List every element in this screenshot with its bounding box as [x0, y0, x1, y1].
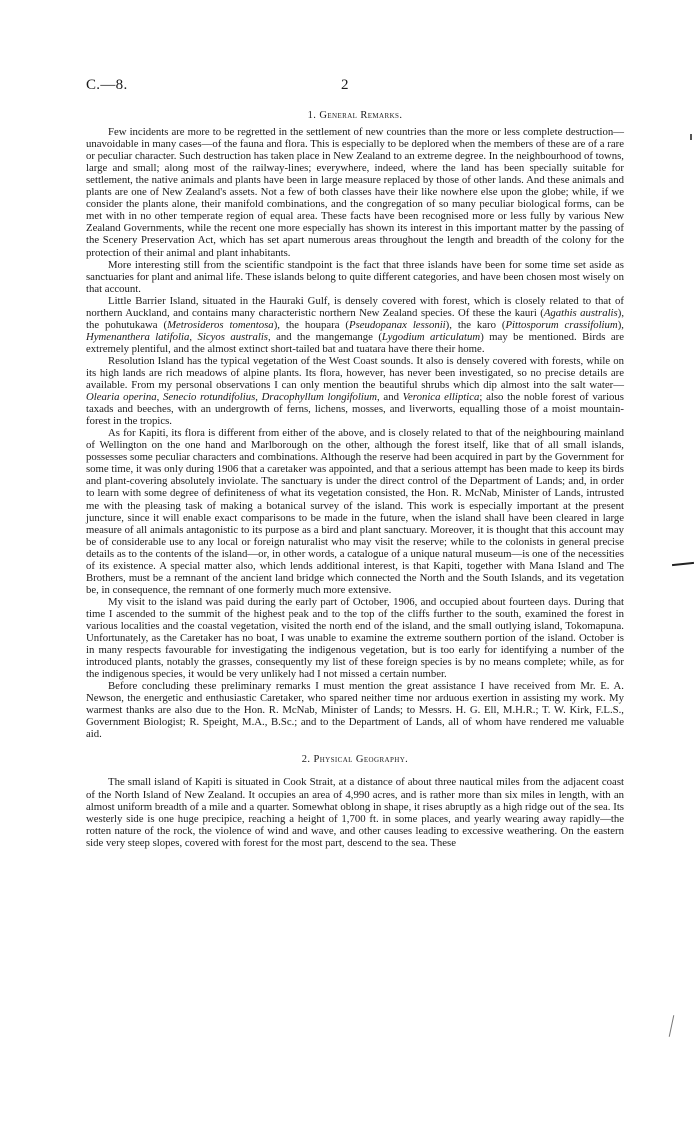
- italic-species-name: Sicyos australis: [197, 330, 268, 343]
- italic-species-name: Olearia operina: [86, 391, 157, 404]
- section-physical-geography: [86, 754, 624, 848]
- italic-species-name: Pseudopanax lessonii: [349, 318, 446, 331]
- paragraph: Little Barrier Island, situated in the Hauraki Gulf, is densely covered with forest, which is closely related to that of northern Auckland, and contains many characteristic northern New Zealand species. Of these the kauri (Agathis australis), the pohutukawa (Metrosideros tomentosa), the houpara (Pseudopanax lessonii), the karo (Pittosporum crassifolium), Hymenanthera latifolia, Sicyos australis, and the mangemange (Lygodium articulatum) may be mentioned. Birds are extremely plentiful, and the almost extinct short-tailed bat and tuatara have there their home.: [86, 294, 625, 355]
- italic-species-name: Dracophyllum longifolium: [261, 391, 378, 404]
- paragraph: Before concluding these preliminary remarks I must mention the great assistance I have received from Mr. E. A. Newson, the energetic and enthusiastic Caretaker, who spared neither time nor arduous exertion in assisting my work. My warmest thanks are also due to the Hon. R. McNab, Minister of Lands; to Messrs. H. G. Ell, M.H.R.; T. W. Kirk, F.L.S., Government Biologist; R. Speight, M.A., B.Sc.; and to the Department of Lands, all of whom have rendered me valuable aid.: [86, 680, 624, 741]
- italic-species-name: Veronica elliptica: [402, 391, 480, 404]
- paragraph: Few incidents are more to be regretted in the settlement of new countries than the more or less complete destruction—unavoidable in many cases—of the fauna and flora. This is especially to be deplored when the members of these are of a rare or peculiar character. Such destruction has taken place in New Zealand to an extreme degree. In the neighbourhood of towns, large and small; along most of the railway-lines; everywhere, indeed, where the land has been specially suitable for settlement, the native animals and plants have been in large measure replaced by those of other lands. And these animals and plants are one of New Zealand's assets. Not a few of both classes have their like nowhere else upon the globe; while, if we consider the plants alone, their manifold combinations, and the congregation of so many peculiar biological forms, can be met with in no other temperate region of equal area. These facts have been recognised more or less fully by various New Zealand Governments, while the recent one more especially has shown its interest in this important matter by the passing of the Scenery Preservation Act, which has set apart numerous areas throughout the length and breadth of the colony for the protection of their animal and plant inhabitants.: [86, 126, 624, 259]
- italic-species-name: Hymenanthera latifolia: [86, 330, 190, 343]
- italic-species-name: Lygodium articulatum: [381, 330, 481, 343]
- margin-mark-top: [690, 134, 692, 140]
- margin-mark-middle: [672, 562, 694, 566]
- paragraph: My visit to the island was paid during the early part of October, 1906, and occupied about fourteen days. During that time I ascended to the summit of the highest peak and to the top of the cliffs further to the south, examined the forest in various localities and the coastal vegetation, visited the north end of the island, and the small outlying island, Tokomapuna. Unfortunately, as the Caretaker has no boat, I was unable to examine the extreme southern portion of the island. October is in many respects favourable for investigating the indigenous vegetation, but is too early for identifying a number of the introduced plants, notably the grasses, consequently my list of these foreign species is by no means complete; while, as for the indigenous species, it would be very unlikely had I not missed a certain number.: [86, 595, 624, 681]
- section-general-remarks: [86, 110, 624, 740]
- italic-species-name: Pittosporum crassifolium: [505, 318, 618, 331]
- paragraph: Resolution Island has the typical vegetation of the West Coast sounds. It also is densely covered with forests, while on its high lands are rich meadows of alpine plants. Its flora, however, has never been investigated, so no precise details are available. From my personal observations I can only mention the beautiful shrubs which dip almost into the salt water—Olearia operina, Senecio rotundifolius, Dracophyllum longifolium, and Veronica elliptica; also the noble forest of various taxads and beeches, with an undergrowth of ferns, lichens, mosses, and liverworts, equalling those of a moist mountain-forest in the tropics.: [86, 354, 624, 428]
- italic-species-name: Senecio rotundifolius: [162, 391, 256, 404]
- body-text: [86, 110, 624, 849]
- paragraph: More interesting still from the scientific standpoint is the fact that three islands have been for some time set aside as sanctuaries for plant and animal life. These islands belong to quite different categories, and have been chosen most wisely on that account.: [86, 258, 624, 295]
- section-heading: 2. Physical Geography.: [301, 754, 409, 766]
- italic-species-name: Metrosideros tomentosa: [167, 318, 274, 331]
- margin-mark-bottom: [669, 1015, 675, 1037]
- page-header: [86, 77, 616, 97]
- paragraph: The small island of Kapiti is situated in Cook Strait, at a distance of about three nautical miles from the adjacent coast of the North Island of New Zealand. It occupies an area of 4,990 acres, and is rather more than six miles in length, with an almost uniform breadth of a mile and a quarter. Somewhat oblong in shape, it rises abruptly as a high ridge out of the sea. Its westerly side is one huge precipice, reaching a height of 1,700 ft. in some places, and yearly wearing away rapidly—the rotten nature of the rock, the violence of wind and wave, and other causes leading to excessive weathering. On the eastern side very steep slopes, covered with forest for the most part, descend to the sea. These: [86, 776, 624, 849]
- document-reference: C.—8.: [86, 77, 128, 93]
- section-heading: 1. General Remarks.: [307, 110, 403, 121]
- page-number: 2: [341, 77, 349, 93]
- italic-species-name: Agathis australis: [543, 306, 618, 319]
- paragraph: As for Kapiti, its flora is different from either of the above, and is closely related to that of the neighbouring mainland of Wellington on the one hand and Marlborough on the other, although the forest itself, like that of all small islands, possesses some peculiar characters and combinations. Although the reserve had been acquired in part by the Government for some time, it was only during 1906 that a caretaker was appointed, and that a serious attempt has been made to keep its birds and plant-covering absolutely inviolate. The sanctuary is under the direct control of the Department of Lands; and, in order to learn with some degree of definiteness of what its vegetation consisted, the Hon. R. McNab, Minister of Lands, intrusted me with the pleasing task of making a botanical survey of the island. This work is especially important at the present juncture, since it will enable exact comparisons to be made in the future, when the island shall have been cleared in large measure of all animals antagonistic to its purpose as a bird and plant sanctuary. Moreover, it is thought that this account may be of considerable use to any local or foreign naturalist who may visit the reserve; while to the colonists in general precise details as to the contents of the island—or, in other words, a catalogue of a unique natural museum—is one of the necessities of its existence. A special matter also, which lends additional interest, is that Kapiti, together with Mana Island and The Brothers, must be a remnant of the ancient land bridge which connected the North and the South Islands, and its vegetation be, in consequence, the remnant of one formerly much more extensive.: [86, 427, 624, 596]
